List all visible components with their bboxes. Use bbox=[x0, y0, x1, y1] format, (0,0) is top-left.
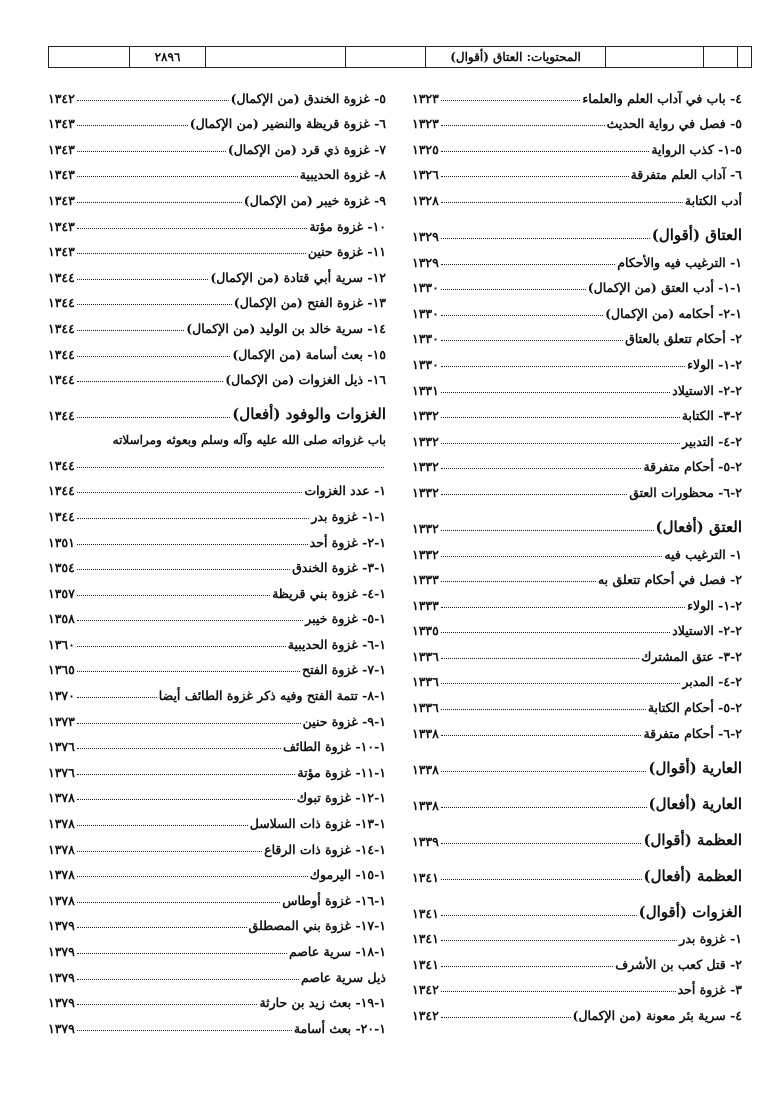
toc-page-number: ١٣٤٤ bbox=[48, 483, 75, 499]
toc-page-number: ١٣٣٠ bbox=[412, 356, 439, 372]
toc-page-number: ١٣٥٧ bbox=[48, 585, 75, 601]
toc-entry bbox=[48, 157, 386, 183]
dot-leader bbox=[441, 340, 623, 341]
toc-entry-title: ١-١٦- غزوة أوطاس bbox=[282, 892, 386, 908]
toc-entry-title: العظمة (أقوال) bbox=[643, 830, 742, 849]
toc-entry-title: ١- الترغيب فيه والأحكام bbox=[617, 254, 742, 270]
toc-entry-title: ٢-٤- المدبر bbox=[682, 674, 742, 690]
toc-entry bbox=[48, 310, 386, 336]
dot-leader bbox=[77, 851, 262, 852]
toc-entry bbox=[412, 295, 742, 321]
dot-leader bbox=[77, 356, 230, 357]
dot-leader bbox=[77, 100, 229, 101]
toc-entry bbox=[412, 182, 742, 208]
toc-entry-title: ذيل سرية عاصم bbox=[301, 969, 386, 985]
toc-entry bbox=[412, 398, 742, 424]
toc-entry-title: ٢-١- الولاء bbox=[687, 356, 742, 372]
dot-leader bbox=[441, 658, 639, 659]
toc-entry bbox=[412, 664, 742, 690]
toc-page-number: ١٣٣٥ bbox=[412, 623, 439, 639]
toc-page-number: ١٣٣٨ bbox=[412, 761, 439, 777]
dot-leader bbox=[77, 902, 280, 903]
toc-entry-title: ١-١٤- غزوة ذات الرقاع bbox=[264, 841, 386, 857]
toc-entry-title: ٢-٥- أحكام متفرقة bbox=[643, 459, 742, 475]
toc-entry bbox=[48, 882, 386, 908]
dot-leader bbox=[77, 953, 287, 954]
dot-leader bbox=[77, 697, 157, 698]
dot-leader bbox=[441, 100, 581, 101]
toc-entry-title: ٢-٦- أحكام متفرقة bbox=[643, 725, 742, 741]
toc-entry-title: أدب الكتابة bbox=[684, 192, 742, 208]
dot-leader bbox=[77, 927, 247, 928]
toc-page-number: ١٣٢٣ bbox=[412, 116, 439, 132]
toc-entry-title: ١-١٠- غزوة الطائف bbox=[282, 739, 386, 755]
toc-page-number: ١٣٣٠ bbox=[412, 305, 439, 321]
toc-page-number: ١٣٤٣ bbox=[48, 244, 75, 260]
toc-page-number: ١٣٧٨ bbox=[48, 816, 75, 832]
toc-page-number: ١٣٤٤ bbox=[48, 508, 75, 524]
toc-entry-title: العتاق (أقوال) bbox=[651, 225, 742, 244]
toc-page-number: ١٣٤٤ bbox=[48, 372, 75, 388]
toc-entry bbox=[412, 270, 742, 296]
dot-leader bbox=[441, 289, 586, 290]
dot-leader bbox=[441, 315, 603, 316]
toc-page-number: ١٣٤٢ bbox=[412, 1008, 439, 1024]
dot-leader bbox=[441, 392, 670, 393]
toc-section-heading bbox=[412, 777, 742, 813]
toc-page-number: ١٣٣٦ bbox=[412, 674, 439, 690]
toc-entry-title: ١٤- سرية خالد بن الوليد (من الإكمال) bbox=[186, 320, 386, 336]
toc-entry bbox=[48, 473, 386, 499]
toc-entry bbox=[412, 474, 742, 500]
toc-page-number: ١٣٣٨ bbox=[412, 725, 439, 741]
toc-entry bbox=[412, 613, 742, 639]
toc-entry-title: ٢-٣- الكتابة bbox=[681, 408, 742, 424]
toc-entry-title: ١٢- سرية أبي قتادة (من الإكمال) bbox=[210, 269, 386, 285]
toc-entry-title: ١-١- أدب العتق (من الإكمال) bbox=[587, 280, 742, 296]
dot-leader bbox=[77, 1004, 258, 1005]
toc-page-number: ١٣٤١ bbox=[412, 931, 439, 947]
toc-entry bbox=[48, 285, 386, 311]
toc-entry bbox=[412, 715, 742, 741]
toc-entry bbox=[412, 321, 742, 347]
toc-entry-title: ٢-٥- أحكام الكتابة bbox=[647, 700, 742, 716]
dot-leader bbox=[441, 915, 637, 916]
toc-entry bbox=[412, 921, 742, 947]
toc-entry bbox=[48, 677, 386, 703]
toc-page-number: ١٣٧٩ bbox=[48, 918, 75, 934]
toc-entry bbox=[412, 946, 742, 972]
toc-page-number: ١٣٤٢ bbox=[412, 982, 439, 998]
dot-leader bbox=[441, 443, 680, 444]
dot-leader bbox=[77, 202, 242, 203]
dot-leader bbox=[441, 176, 629, 177]
toc-page-number: ١٣٦٠ bbox=[48, 636, 75, 652]
dot-leader bbox=[77, 381, 223, 382]
toc-entry-title: ١-١- غزوة بدر bbox=[311, 508, 386, 524]
toc-entry-title: ١-٣- غزوة الخندق bbox=[292, 560, 386, 576]
toc-page-number: ١٣٧٩ bbox=[48, 1020, 75, 1036]
toc-page-number: ١٣٢٦ bbox=[412, 167, 439, 183]
toc-entry bbox=[48, 524, 386, 550]
toc-entry bbox=[48, 933, 386, 959]
dot-leader bbox=[77, 544, 308, 545]
toc-entry bbox=[412, 372, 742, 398]
toc-section-heading bbox=[412, 849, 742, 885]
toc-entry-title: ١٠- غزوة مؤتة bbox=[309, 218, 386, 234]
dot-leader bbox=[441, 581, 596, 582]
toc-page-number: ١٣٧٣ bbox=[48, 713, 75, 729]
toc-entry-title: ١-٢- غزوة أحد bbox=[309, 534, 386, 550]
toc-entry-title: ١٣- غزوة الفتح (من الإكمال) bbox=[233, 295, 386, 311]
toc-page-number: ١٣٥٤ bbox=[48, 560, 75, 576]
toc-entry bbox=[412, 244, 742, 270]
toc-entry bbox=[48, 234, 386, 260]
toc-entry bbox=[48, 652, 386, 678]
toc-page-number: ١٣٤٣ bbox=[48, 141, 75, 157]
dot-leader bbox=[77, 595, 270, 596]
toc-entry-title: ٢-٣- عتق المشترك bbox=[641, 648, 742, 664]
dot-leader bbox=[441, 125, 605, 126]
toc-page-number: ١٣٧٦ bbox=[48, 764, 75, 780]
toc-entry bbox=[48, 423, 386, 447]
toc-page-number: ١٣٦٥ bbox=[48, 662, 75, 678]
toc-entry-title: ١-١٥- اليرموك bbox=[309, 867, 386, 883]
dot-leader bbox=[441, 494, 627, 495]
dot-leader bbox=[77, 979, 299, 980]
toc-section-heading bbox=[412, 208, 742, 244]
dot-leader bbox=[77, 1030, 292, 1031]
toc-entry-title: ٢-١- الولاء bbox=[687, 597, 742, 613]
toc-page-number: ١٣٧٩ bbox=[48, 995, 75, 1011]
toc-entry bbox=[412, 689, 742, 715]
toc-entry bbox=[412, 346, 742, 372]
toc-entry bbox=[48, 1010, 386, 1036]
dot-leader bbox=[77, 799, 295, 800]
toc-page-number: ١٣٢٥ bbox=[412, 141, 439, 157]
dot-leader bbox=[77, 467, 384, 468]
toc-entry bbox=[48, 601, 386, 627]
header-cell bbox=[605, 47, 703, 67]
header-cell bbox=[345, 47, 425, 67]
toc-page-number: ١٣٣٩ bbox=[412, 833, 439, 849]
dot-leader bbox=[441, 556, 663, 557]
toc-page-number: ١٣٥١ bbox=[48, 534, 75, 550]
toc-page-number: ١٣٣٦ bbox=[412, 700, 439, 716]
toc-entry bbox=[48, 362, 386, 388]
toc-entry bbox=[48, 729, 386, 755]
toc-entry bbox=[48, 959, 386, 985]
toc-entry-title: ١- غزوة بدر bbox=[679, 931, 742, 947]
toc-page-number: ١٣٣٦ bbox=[412, 648, 439, 664]
toc-entry-title: ٢-٦- محظورات العتق bbox=[629, 484, 742, 500]
toc-entry bbox=[48, 780, 386, 806]
toc-page-number: ١٣٣٢ bbox=[412, 459, 439, 475]
toc-entry-title: ٢- قتل كعب بن الأشرف bbox=[615, 956, 742, 972]
toc-entry-title: باب غزواته صلى الله عليه وآله وسلم وبعوثه ومراسلاته bbox=[112, 433, 386, 448]
toc-page-number: ١٣٤٢ bbox=[48, 90, 75, 106]
toc-entry bbox=[412, 536, 742, 562]
toc-entry-title: ٩- غزوة خيبر (من الإكمال) bbox=[243, 192, 386, 208]
dot-leader bbox=[441, 940, 677, 941]
toc-entry bbox=[48, 80, 386, 106]
toc-page-number: ١٣٧٩ bbox=[48, 944, 75, 959]
dot-leader bbox=[77, 569, 290, 570]
dot-leader bbox=[441, 151, 649, 152]
toc-entry bbox=[48, 131, 386, 157]
toc-entry bbox=[412, 562, 742, 588]
toc-entry bbox=[48, 805, 386, 831]
dot-leader bbox=[441, 366, 685, 367]
toc-entry-title: ٢-٤- التدبير bbox=[682, 433, 742, 449]
dot-leader bbox=[441, 709, 646, 710]
toc-entry bbox=[48, 908, 386, 934]
header-cell bbox=[49, 47, 129, 67]
toc-entry bbox=[412, 157, 742, 183]
toc-column-right bbox=[412, 80, 742, 1023]
header-cell bbox=[703, 47, 737, 67]
toc-page-number: ١٣٢٩ bbox=[412, 228, 439, 244]
dot-leader bbox=[441, 238, 650, 239]
dot-leader bbox=[77, 518, 310, 519]
toc-page-number: ١٣٢٩ bbox=[412, 254, 439, 270]
toc-page-number: ١٣٣٢ bbox=[412, 520, 439, 536]
dot-leader bbox=[441, 632, 670, 633]
toc-section-heading bbox=[412, 741, 742, 777]
toc-page-number: ١٣٧٨ bbox=[48, 841, 75, 857]
toc-entry-title: ١-٧- غزوة الفتح bbox=[302, 662, 386, 678]
dot-leader bbox=[441, 683, 681, 684]
toc-page-number: ١٣٥٨ bbox=[48, 611, 75, 627]
toc-entry bbox=[48, 626, 386, 652]
toc-entry-title: ١-٤- غزوة بني قريظة bbox=[272, 585, 386, 601]
dot-leader bbox=[77, 279, 208, 280]
dot-leader bbox=[77, 176, 298, 177]
toc-page-number: ١٣٣٠ bbox=[412, 331, 439, 347]
toc-section-heading bbox=[412, 813, 742, 849]
toc-entry bbox=[412, 972, 742, 998]
dot-leader bbox=[77, 774, 296, 775]
toc-entry bbox=[48, 182, 386, 208]
dot-leader bbox=[441, 991, 676, 992]
toc-entry-title: ١٦- ذيل الغزوات (من الإكمال) bbox=[225, 372, 386, 388]
toc-entry-title: ١-٢٠- بعث أسامة bbox=[293, 1020, 386, 1036]
dot-leader bbox=[77, 417, 230, 418]
dot-leader bbox=[441, 735, 642, 736]
toc-entry-title: ١-١٢- غزوة تبوك bbox=[296, 790, 386, 806]
toc-page-number: ١٣٤٤ bbox=[48, 457, 75, 473]
toc-entry-title: ١٥- بعث أسامة (من الإكمال) bbox=[232, 346, 386, 362]
dot-leader bbox=[77, 876, 308, 877]
toc-entry-title: ٦- آداب العلم متفرقة bbox=[630, 167, 742, 183]
toc-page-number: ١٣٤٤ bbox=[48, 408, 75, 424]
toc-entry-title: ٥- فصل في رواية الحديث bbox=[606, 116, 742, 132]
toc-entry bbox=[48, 498, 386, 524]
toc-entry-title: ١- الترغيب فيه bbox=[664, 546, 742, 562]
toc-entry bbox=[412, 423, 742, 449]
toc-page-number: ١٣٣١ bbox=[412, 382, 439, 398]
toc-entry-title: ١-٨- تتمة الفتح وفيه ذكر غزوة الطائف أيضا bbox=[158, 688, 386, 704]
dot-leader bbox=[441, 417, 680, 418]
toc-entry-title: ١-١٨- سرية عاصم bbox=[288, 944, 386, 959]
page-number: ٢٨٩٦ bbox=[129, 47, 205, 67]
toc-entry bbox=[48, 831, 386, 857]
dot-leader bbox=[77, 330, 184, 331]
toc-page-number: ١٣٤١ bbox=[412, 956, 439, 972]
toc-entry-title: ٧- غزوة ذي قرد (من الإكمال) bbox=[227, 141, 386, 157]
dot-leader bbox=[77, 671, 300, 672]
toc-page-number: ١٣٤٤ bbox=[48, 346, 75, 362]
toc-page-number: ١٣٤٣ bbox=[48, 116, 75, 132]
toc-page-number: ١٣٣٢ bbox=[412, 484, 439, 500]
toc-entry-title: ٦- غزوة قريظة والنضير (من الإكمال) bbox=[189, 116, 386, 132]
toc-entry-title: الغزوات والوفود (أفعال) bbox=[232, 405, 386, 424]
toc-entry bbox=[412, 131, 742, 157]
toc-entry-title: ٢-٢- الاستيلاد bbox=[672, 623, 742, 639]
toc-page-number: ١٣٣٣ bbox=[412, 597, 439, 613]
running-title: المحتويات: العتاق (أقوال) bbox=[425, 47, 605, 67]
toc-page-number: ١٣٧٠ bbox=[48, 688, 75, 704]
toc-entry-title: ١١- غزوة حنين bbox=[307, 244, 386, 260]
dot-leader bbox=[77, 825, 248, 826]
dot-leader bbox=[441, 879, 642, 880]
toc-entry-title: ٥-١- كذب الرواية bbox=[651, 141, 742, 157]
toc-entry-title: ١-٦- غزوة الحديبية bbox=[287, 636, 386, 652]
toc-entry-title: ٤- سرية بئر معونة (من الإكمال) bbox=[572, 1008, 742, 1024]
toc-section-heading bbox=[48, 387, 386, 423]
toc-entry bbox=[48, 575, 386, 601]
dot-leader bbox=[441, 807, 647, 808]
toc-entry-title: ١-١١- غزوة مؤتة bbox=[297, 764, 386, 780]
toc-page-number: ١٣٤٤ bbox=[48, 269, 75, 285]
toc-page-number: ١٣٧٩ bbox=[48, 969, 75, 985]
dot-leader bbox=[77, 723, 301, 724]
dot-leader bbox=[441, 771, 647, 772]
page-header bbox=[48, 46, 752, 68]
toc-entry-title: ٢- فصل في أحكام تتعلق به bbox=[597, 572, 742, 588]
dot-leader bbox=[77, 620, 303, 621]
dot-leader bbox=[77, 748, 281, 749]
toc-page-number: ١٣٣٢ bbox=[412, 433, 439, 449]
dot-leader bbox=[77, 151, 226, 152]
toc-entry bbox=[48, 703, 386, 729]
toc-entry bbox=[412, 80, 742, 106]
toc-page-number: ١٣٣٢ bbox=[412, 408, 439, 424]
toc-page-number: ١٣٤٣ bbox=[48, 218, 75, 234]
toc-page-number: ١٣٤٣ bbox=[48, 192, 75, 208]
toc-entry bbox=[48, 754, 386, 780]
dot-leader bbox=[441, 264, 615, 265]
toc-page-number: ١٣٢٨ bbox=[412, 192, 439, 208]
toc-entry bbox=[412, 106, 742, 132]
toc-entry bbox=[48, 106, 386, 132]
toc-page-number: ١٣٢٣ bbox=[412, 90, 439, 106]
dot-leader bbox=[77, 125, 188, 126]
toc-page-number: ١٣٧٦ bbox=[48, 739, 75, 755]
toc-page-number: ١٣٧٨ bbox=[48, 790, 75, 806]
toc-entry-title: العارية (أقوال) bbox=[648, 758, 742, 777]
toc-section-heading bbox=[412, 885, 742, 921]
dot-leader bbox=[77, 228, 307, 229]
toc-page-number: ١٣٣٠ bbox=[412, 280, 439, 296]
toc-entry-title: ١-٩- غزوة حنين bbox=[302, 713, 386, 729]
toc-entry bbox=[48, 985, 386, 1011]
toc-entry-title: ١-١٧- غزوة بني المصطلق bbox=[248, 918, 386, 934]
dot-leader bbox=[441, 966, 613, 967]
toc-entry-title: ١- عدد الغزوات bbox=[304, 483, 386, 499]
toc-entry-title: ٢-٢- الاستيلاد bbox=[672, 382, 742, 398]
toc-page-number: ١٣٤١ bbox=[412, 905, 439, 921]
toc-page-number: ١٣٣٢ bbox=[412, 546, 439, 562]
toc-page-number: ١٣٣٣ bbox=[412, 572, 439, 588]
dot-leader bbox=[441, 468, 642, 469]
toc-entry bbox=[48, 208, 386, 234]
toc-entry-title: العارية (أفعال) bbox=[648, 794, 742, 813]
toc-entry-title: العظمة (أفعال) bbox=[643, 866, 742, 885]
toc-entry bbox=[412, 587, 742, 613]
toc-page-number: ١٣٣٨ bbox=[412, 797, 439, 813]
toc-entry-title: ٥- غزوة الخندق (من الإكمال) bbox=[230, 90, 386, 106]
toc-entry bbox=[412, 997, 742, 1023]
toc-page-number: ١٣٧٨ bbox=[48, 892, 75, 908]
dot-leader bbox=[77, 253, 306, 254]
toc-entry bbox=[412, 638, 742, 664]
toc-entry bbox=[48, 550, 386, 576]
dot-leader bbox=[441, 1017, 571, 1018]
header-cell bbox=[737, 47, 751, 67]
dot-leader bbox=[77, 646, 286, 647]
toc-page-number: ١٣٤١ bbox=[412, 869, 439, 885]
toc-entry-title: ١-٢- أحكامه (من الإكمال) bbox=[605, 305, 742, 321]
toc-entry bbox=[48, 259, 386, 285]
toc-entry-title: ٢- أحكام تتعلق بالعتاق bbox=[625, 331, 742, 347]
header-cell bbox=[205, 47, 345, 67]
toc-entry-title: العتق (أفعال) bbox=[655, 517, 742, 536]
toc-column-left bbox=[48, 80, 386, 1036]
dot-leader bbox=[441, 607, 685, 608]
dot-leader bbox=[77, 492, 302, 493]
dot-leader bbox=[441, 530, 654, 531]
toc-entry-title: الغزوات (أقوال) bbox=[638, 902, 742, 921]
toc-page-number: ١٣٧٨ bbox=[48, 867, 75, 883]
toc-entry-title: ٤- باب في آداب العلم والعلماء bbox=[582, 90, 742, 106]
toc-entry bbox=[48, 447, 386, 473]
toc-entry-title: ١-٥- غزوة خيبر bbox=[305, 611, 386, 627]
toc-section-heading bbox=[412, 500, 742, 536]
toc-entry-title: ١-١٩- بعث زيد بن حارثة bbox=[259, 995, 386, 1011]
dot-leader bbox=[441, 843, 642, 844]
toc-page-number: ١٣٤٣ bbox=[48, 167, 75, 183]
toc-entry-title: ١-١٣- غزوة ذات السلاسل bbox=[249, 816, 386, 832]
toc-page-number: ١٣٤٤ bbox=[48, 320, 75, 336]
toc-entry bbox=[412, 449, 742, 475]
dot-leader bbox=[77, 304, 232, 305]
toc-entry-title: ٣- غزوة أحد bbox=[677, 982, 742, 998]
toc-page-number: ١٣٤٤ bbox=[48, 295, 75, 311]
toc-entry bbox=[48, 857, 386, 883]
toc-entry-title: ٨- غزوة الحديبية bbox=[299, 167, 386, 183]
toc-entry bbox=[48, 336, 386, 362]
dot-leader bbox=[441, 202, 683, 203]
